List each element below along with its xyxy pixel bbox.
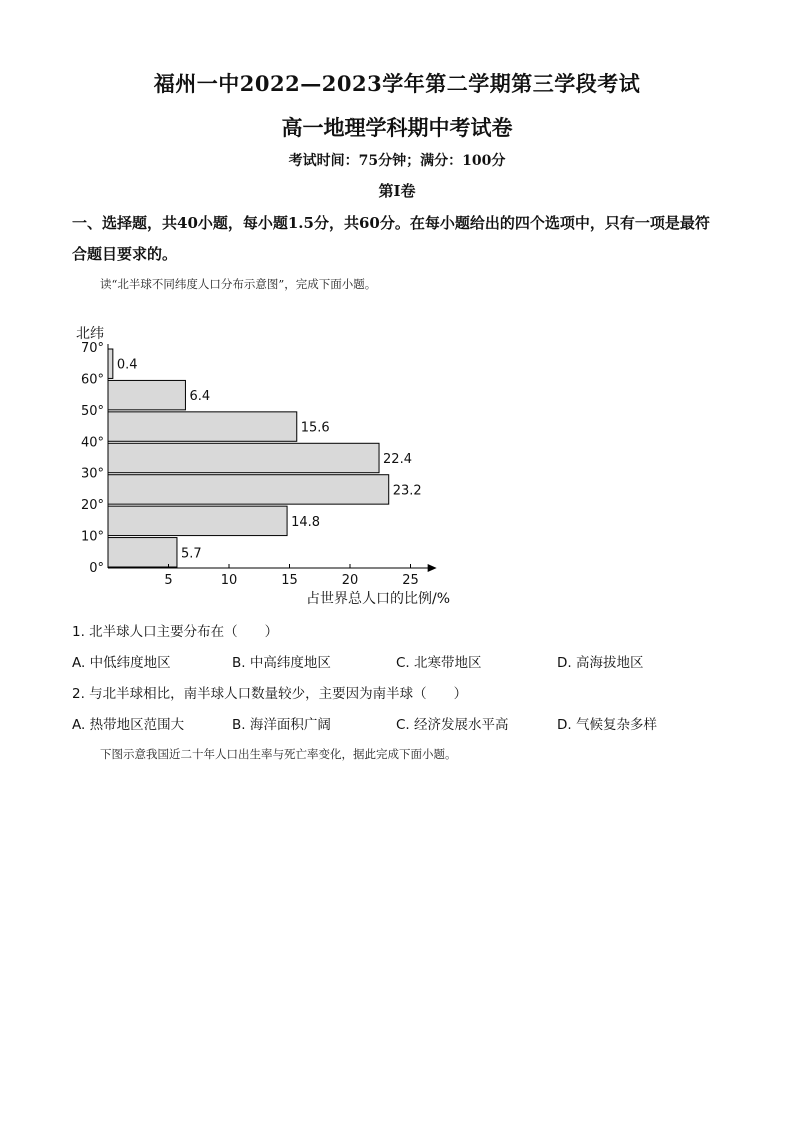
exam-title: 福州一中2022—2023学年第二学期第三学段考试 — [153, 71, 641, 96]
question-1-stem: 1. 北半球人口主要分布在（ ） — [72, 624, 279, 640]
bar-30°-40° — [108, 443, 379, 472]
bar-value-label: 5.7 — [180, 546, 202, 562]
bar-value-label: 22.4 — [383, 452, 412, 467]
exam-subtitle: 高一地理学科期中考试卷 — [281, 115, 513, 140]
bar-value-label: 15.6 — [300, 420, 330, 436]
question-2-stem: 2. 与北半球相比，南半球人口数量较少，主要因为南半球（ ） — [72, 686, 468, 702]
latitude-tick-label: 70° — [80, 341, 104, 356]
x-axis-arrow — [428, 564, 437, 572]
question-group-intro-2: 下图示意我国近二十年人口出生率与死亡率变化，据此完成下面小题。 — [100, 747, 457, 761]
section-instructions: 一、选择题，共40小题，每小题1.5分，共60分。在每小题给出的四个选项中，只有一项是最符合题目要求的。 — [72, 214, 710, 263]
q1-option-d[interactable]: D. 高海拔地区 — [557, 655, 644, 671]
bar-value-label: 14.8 — [291, 514, 321, 530]
x-tick-label: 20 — [341, 573, 359, 588]
latitude-tick-label: 20° — [80, 498, 104, 514]
bar-10°-20° — [108, 506, 287, 535]
q1-option-a[interactable]: A. 中低纬度地区 — [72, 655, 171, 671]
question-group-intro: 读“北半球不同纬度人口分布示意图”，完成下面小题。 — [100, 277, 377, 291]
chart-bars — [108, 349, 389, 567]
bar-20°-30° — [108, 475, 389, 504]
bar-value-label: 6.4 — [189, 389, 211, 405]
latitude-tick-label: 10° — [80, 529, 104, 545]
population-latitude-chart — [70, 318, 470, 610]
x-tick-label: 15 — [281, 573, 298, 588]
latitude-tick-label: 50° — [80, 403, 104, 419]
x-axis-label: 占世界总人口的比例/% — [306, 591, 451, 607]
q2-option-a[interactable]: A. 热带地区范围大 — [72, 717, 185, 733]
bar-60°-70° — [108, 349, 113, 378]
latitude-tick-label: 30° — [80, 466, 104, 482]
bar-value-label: 0.4 — [116, 357, 138, 373]
bar-0°-10° — [108, 538, 177, 567]
volume-heading: 第Ⅰ卷 — [378, 182, 416, 200]
bar-40°-50° — [108, 412, 297, 441]
q2-option-b[interactable]: B. 海洋面积广阔 — [232, 717, 331, 733]
q2-option-d[interactable]: D. 气候复杂多样 — [557, 717, 657, 733]
latitude-tick-label: 60° — [80, 372, 104, 388]
q2-option-c[interactable]: C. 经济发展水平高 — [396, 717, 509, 733]
y-axis-label: 北纬 — [76, 326, 104, 342]
latitude-tick-label: 40° — [80, 435, 104, 451]
bar-50°-60° — [108, 380, 185, 409]
q1-option-c[interactable]: C. 北寒带地区 — [396, 655, 482, 671]
latitude-tick-label: 0° — [89, 561, 104, 576]
q1-option-b[interactable]: B. 中高纬度地区 — [232, 655, 331, 671]
x-tick-label: 5 — [164, 573, 173, 588]
bar-value-label: 23.2 — [392, 483, 422, 499]
x-tick-label: 10 — [220, 573, 238, 588]
exam-info: 考试时间：75分钟；满分：100分 — [288, 153, 506, 169]
x-tick-label: 25 — [402, 573, 419, 588]
